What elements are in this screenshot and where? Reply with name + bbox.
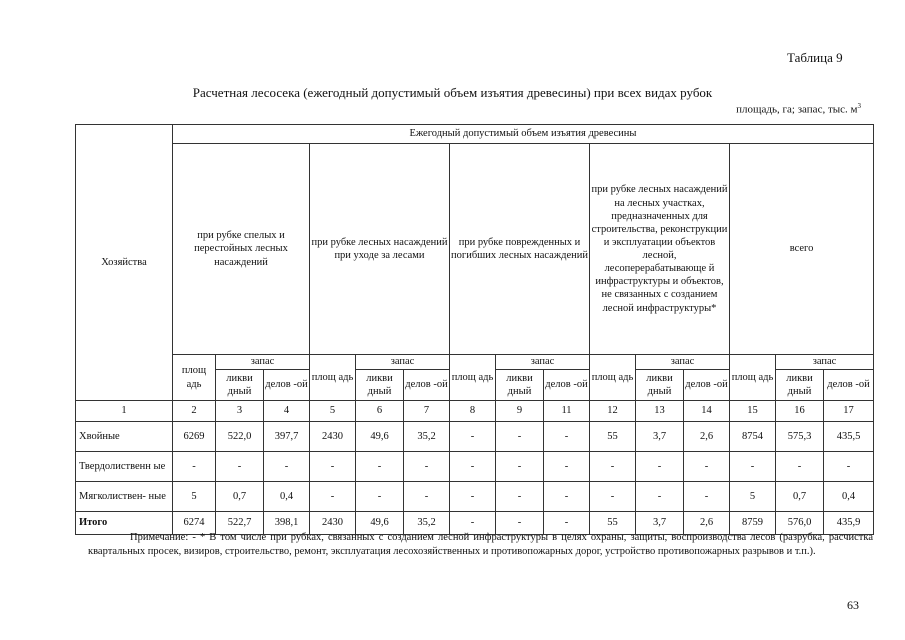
column-number: 2 xyxy=(173,401,216,422)
header-stock-liquid: ликви дный xyxy=(496,370,544,401)
header-stock-business: делов -ой xyxy=(684,370,730,401)
total-cell: - xyxy=(544,512,590,535)
total-cell: 55 xyxy=(590,512,636,535)
total-cell: - xyxy=(450,512,496,535)
table-cell: 2,6 xyxy=(684,422,730,452)
table-cell: 3,7 xyxy=(636,422,684,452)
table-cell: - xyxy=(636,482,684,512)
table-cell: 5 xyxy=(730,482,776,512)
table-cell: 35,2 xyxy=(404,422,450,452)
header-row-groups xyxy=(76,144,874,355)
header-stock-business: делов -ой xyxy=(824,370,874,401)
row-name: Мягколиствен- ные xyxy=(76,482,173,512)
header-stock-business: делов -ой xyxy=(264,370,310,401)
table-number: Таблица 9 xyxy=(787,50,843,65)
column-number: 4 xyxy=(264,401,310,422)
total-cell: 49,6 xyxy=(356,512,404,535)
total-cell: 576,0 xyxy=(776,512,824,535)
table-cell: 522,0 xyxy=(216,422,264,452)
table-cell: - xyxy=(544,482,590,512)
header-area: площ адь xyxy=(730,355,776,401)
table-cell: - xyxy=(496,452,544,482)
total-cell: 6274 xyxy=(173,512,216,535)
table-cell: 2430 xyxy=(310,422,356,452)
table-cell: 0,7 xyxy=(216,482,264,512)
header-stock-liquid: ликви дный xyxy=(216,370,264,401)
header-group-infrastructure: при рубке лесных насаждений на лесных участках, предназначенных для строительства, реконструкции и эксплуатации объектов лесной, лесоперерабатывающе й инфраструктуры и объектов, не связанных с созданием лесной инфраструктуры* xyxy=(590,144,730,355)
table-cell: 0,4 xyxy=(824,482,874,512)
total-cell: 8759 xyxy=(730,512,776,535)
table-cell: - xyxy=(356,482,404,512)
total-row-name: Итого xyxy=(76,512,173,535)
column-number-row xyxy=(76,401,874,422)
table-cell: - xyxy=(496,422,544,452)
column-number: 17 xyxy=(824,401,874,422)
header-stock: запас xyxy=(216,355,310,370)
header-group-mature: при рубке спелых и перестойных лесных насаждений xyxy=(173,144,310,355)
column-number: 8 xyxy=(450,401,496,422)
table-cell: - xyxy=(216,452,264,482)
document-title: Расчетная лесосека (ежегодный допустимый объем изъятия древесины) при всех видах рубок xyxy=(192,85,713,100)
table-cell: 49,6 xyxy=(356,422,404,452)
row-name: Твердолиственн ые xyxy=(76,452,173,482)
table-cell: 0,4 xyxy=(264,482,310,512)
header-annual-volume: Ежегодный допустимый объем изъятия древесины xyxy=(173,125,874,144)
table-cell: - xyxy=(684,452,730,482)
header-stock: запас xyxy=(356,355,450,370)
page-number: 63 xyxy=(847,598,859,612)
header-row-area-stock xyxy=(76,355,874,370)
total-cell: 2430 xyxy=(310,512,356,535)
column-number: 9 xyxy=(496,401,544,422)
header-area: площ адь xyxy=(310,355,356,401)
column-number: 6 xyxy=(356,401,404,422)
table-cell: - xyxy=(404,452,450,482)
table-cell: - xyxy=(450,482,496,512)
table-cell: - xyxy=(310,452,356,482)
table-cell: - xyxy=(450,422,496,452)
table-cell: - xyxy=(173,452,216,482)
table-cell: - xyxy=(404,482,450,512)
table-cell: 55 xyxy=(590,422,636,452)
header-stock-business: делов -ой xyxy=(544,370,590,401)
header-stock: запас xyxy=(776,355,874,370)
header-area: площ адь xyxy=(450,355,496,401)
column-number: 1 xyxy=(76,401,173,422)
row-name: Хвойные xyxy=(76,422,173,452)
header-stock-liquid: ликви дный xyxy=(776,370,824,401)
table-row xyxy=(76,422,874,452)
total-cell: 522,7 xyxy=(216,512,264,535)
units-caption xyxy=(736,102,861,116)
header-group-thinning: при рубке лесных насаждений при уходе за лесами xyxy=(310,144,450,355)
allowable-cut-table xyxy=(75,124,874,535)
table-cell: - xyxy=(824,452,874,482)
header-stock-liquid: ликви дный xyxy=(636,370,684,401)
total-cell: 435,9 xyxy=(824,512,874,535)
header-stock-business: делов -ой xyxy=(404,370,450,401)
table-cell: - xyxy=(310,482,356,512)
column-number: 5 xyxy=(310,401,356,422)
table-cell: - xyxy=(590,452,636,482)
table-cell: - xyxy=(776,452,824,482)
table-cell: 8754 xyxy=(730,422,776,452)
column-number: 13 xyxy=(636,401,684,422)
table-cell: - xyxy=(450,452,496,482)
column-number: 7 xyxy=(404,401,450,422)
column-number: 12 xyxy=(590,401,636,422)
table-cell: - xyxy=(730,452,776,482)
header-stock-liquid: ликви дный xyxy=(356,370,404,401)
total-cell: 2,6 xyxy=(684,512,730,535)
table-cell: - xyxy=(544,452,590,482)
header-group-total: всего xyxy=(730,144,874,355)
table-row xyxy=(76,452,874,482)
table-cell: 575,3 xyxy=(776,422,824,452)
table-cell: - xyxy=(544,422,590,452)
header-stock: запас xyxy=(636,355,730,370)
header-group-damaged: при рубке поврежденных и погибших лесных насаждений xyxy=(450,144,590,355)
header-farm: Хозяйства xyxy=(76,125,173,401)
footnote: Примечание: - * В том числе при рубках, связанных с созданием лесной инфраструктуры в целях охраны, защиты, воспроизводства лесов (разрубка, расчистка квартальных просек, визиров, строительство, ремонт, эксплуатация лесохозяйственных и противопожарных дорог, устройство противопожарных разрывов и т.п.). xyxy=(88,532,873,557)
table-cell: 435,5 xyxy=(824,422,874,452)
units-superscript: 3 xyxy=(857,102,861,110)
total-cell: 35,2 xyxy=(404,512,450,535)
column-number: 15 xyxy=(730,401,776,422)
units-text: площадь, га; запас, тыс. м xyxy=(736,103,858,116)
column-number: 3 xyxy=(216,401,264,422)
table-cell: - xyxy=(636,452,684,482)
table-cell: - xyxy=(684,482,730,512)
table-cell: - xyxy=(264,452,310,482)
table-cell: - xyxy=(590,482,636,512)
table-cell: - xyxy=(496,482,544,512)
header-stock: запас xyxy=(496,355,590,370)
header-area: площ адь xyxy=(173,355,216,401)
table-cell: 397,7 xyxy=(264,422,310,452)
table-row xyxy=(76,482,874,512)
total-cell: 3,7 xyxy=(636,512,684,535)
table-cell: 6269 xyxy=(173,422,216,452)
header-row-top xyxy=(76,125,874,144)
total-cell: 398,1 xyxy=(264,512,310,535)
table-cell: 5 xyxy=(173,482,216,512)
column-number: 16 xyxy=(776,401,824,422)
header-area: площ адь xyxy=(590,355,636,401)
column-number: 11 xyxy=(544,401,590,422)
table-cell: - xyxy=(356,452,404,482)
total-cell: - xyxy=(496,512,544,535)
table-cell: 0,7 xyxy=(776,482,824,512)
column-number: 14 xyxy=(684,401,730,422)
